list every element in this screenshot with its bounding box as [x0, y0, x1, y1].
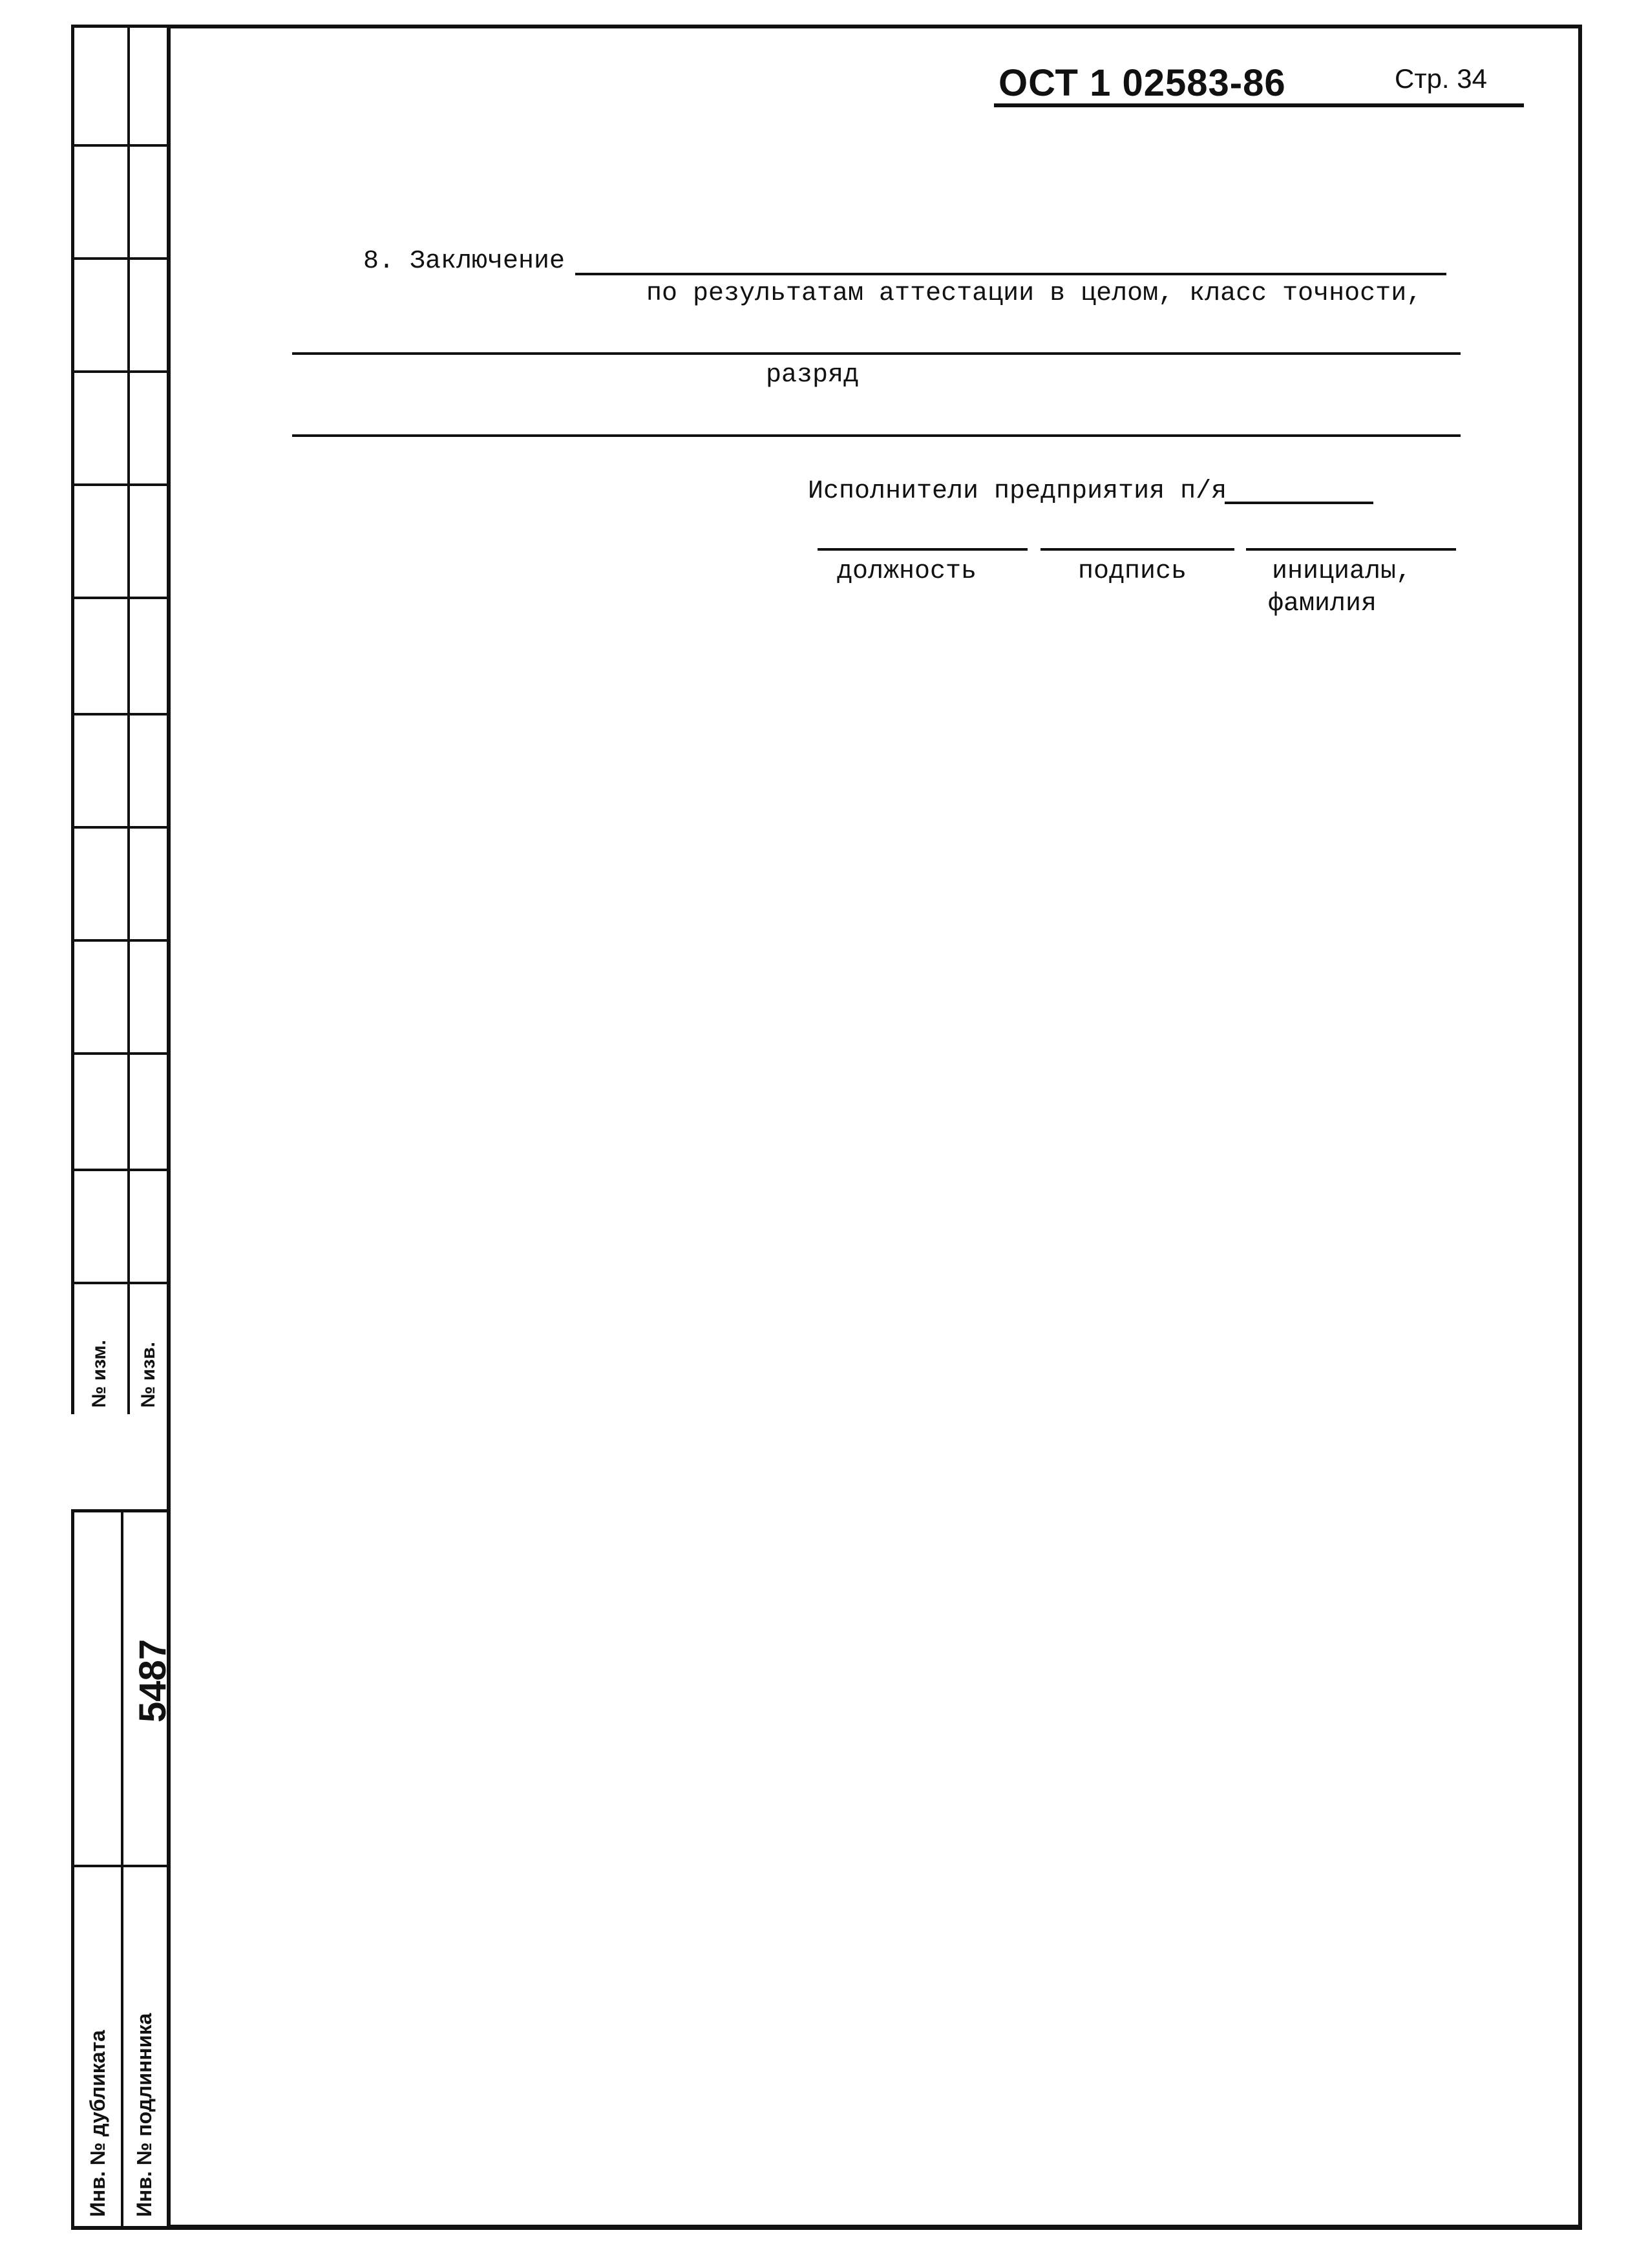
strip-cell-divider	[74, 483, 169, 486]
change-no-label: № изм.	[89, 1340, 110, 1408]
position-label: должность	[837, 557, 977, 586]
page-number: Стр. 34	[1395, 63, 1487, 94]
name-label-line2: фамилия	[1268, 589, 1377, 619]
signature-line	[1041, 548, 1234, 551]
strip-column-divider	[127, 28, 130, 1414]
strip-cell-divider	[74, 597, 169, 599]
signature-label: подпись	[1078, 557, 1187, 586]
strip-cell-divider	[74, 1282, 169, 1284]
strip-cell-divider	[74, 144, 169, 147]
accuracy-class-line	[292, 352, 1461, 355]
strip-cell-divider	[74, 1169, 169, 1171]
name-label-line1: инициалы,	[1272, 557, 1412, 586]
strip-cell-divider	[74, 713, 169, 715]
strip-cell-divider	[74, 370, 169, 373]
page-frame	[167, 25, 1582, 2230]
document-code: ОСТ 1 02583-86	[998, 62, 1286, 104]
strip-column-divider	[121, 1512, 123, 2226]
strip-cell-divider	[74, 1865, 169, 1867]
original-inv-label: Инв. № подлинника	[132, 2013, 156, 2217]
grade-field-line	[292, 434, 1461, 437]
conclusion-field-line	[575, 273, 1446, 275]
notice-no-label: № изв.	[138, 1342, 159, 1408]
strip-cell-divider	[74, 257, 169, 260]
section-title: 8. Заключение	[363, 247, 565, 276]
inventory-strip	[71, 1509, 174, 2230]
strip-cell-divider	[74, 939, 169, 942]
header-underline	[994, 103, 1524, 107]
executors-caption: Исполнители предприятия п/я	[808, 477, 1227, 506]
conclusion-hint: по результатам аттестации в целом, класс точности,	[646, 279, 1422, 308]
strip-cell-divider	[74, 1052, 169, 1055]
duplicate-inv-label: Инв. № дубликата	[86, 2030, 109, 2217]
enterprise-number-line	[1225, 502, 1373, 504]
grade-hint: разряд	[766, 361, 860, 390]
position-line	[818, 548, 1028, 551]
strip-cell-divider	[74, 826, 169, 829]
original-inv-number: 5487	[132, 1638, 174, 1722]
name-line	[1246, 548, 1456, 551]
revision-strip	[71, 25, 169, 1414]
